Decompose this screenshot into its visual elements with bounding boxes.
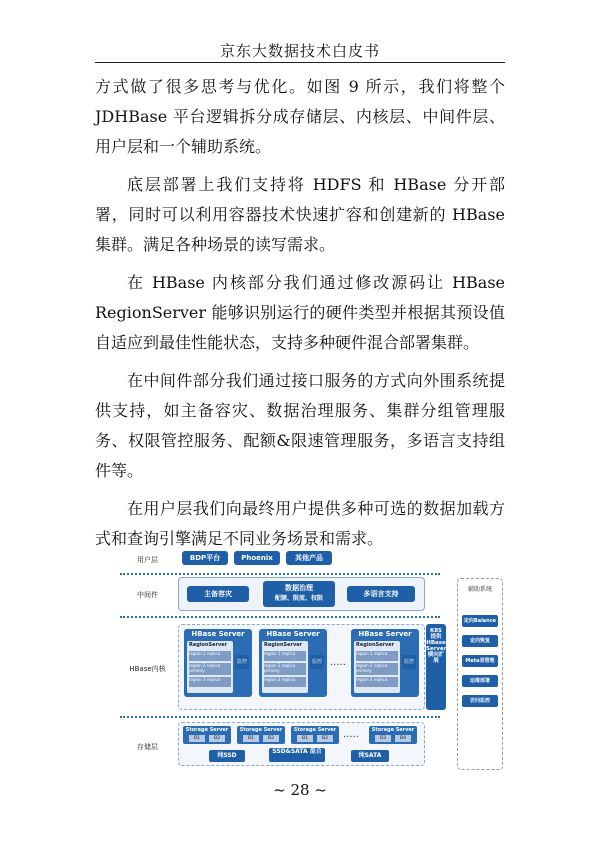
disk: B4 bbox=[395, 735, 411, 742]
aux-system-box bbox=[457, 578, 503, 770]
user-chip: Phoenix bbox=[234, 551, 280, 565]
paragraph-gap bbox=[95, 260, 505, 268]
disk: B2 bbox=[263, 735, 279, 742]
disk: B2 bbox=[209, 735, 225, 742]
storage-server bbox=[237, 726, 285, 744]
middleware-dr: 主备容灾 bbox=[187, 586, 249, 602]
governance-title: 数据治理 bbox=[285, 584, 313, 592]
storage-chip: 纯SSD bbox=[209, 750, 245, 762]
monitor-chip: 监控 bbox=[402, 655, 416, 669]
monitor-chip: 监控 bbox=[235, 655, 249, 669]
disk: B1 bbox=[189, 735, 205, 742]
paragraph: 方式做了很多思考与优化。如图 9 所示，我们将整个 JDHBase 平台逻辑拆分成存储层、内核层、中间件层、用户层和一个辅助系统。 bbox=[95, 77, 505, 156]
layer-label-kernel: HBase内核 bbox=[129, 665, 166, 673]
layer-label-storage: 存储层 bbox=[137, 743, 158, 751]
hbase-server bbox=[351, 629, 419, 697]
aux-title: 辅助系统 bbox=[467, 586, 492, 593]
paragraph-gap bbox=[95, 358, 505, 366]
region-block: region 1 replica bbox=[356, 651, 398, 661]
page-number: ~ 28 ~ bbox=[273, 781, 327, 799]
storage-server bbox=[369, 726, 417, 744]
disk: B2 bbox=[317, 735, 333, 742]
storage-server-title: Storage Server bbox=[239, 727, 283, 733]
region-block: region 2 replica primary bbox=[356, 663, 398, 675]
region-block: region 2 replica primary bbox=[189, 663, 231, 675]
architecture-diagram bbox=[120, 538, 502, 778]
storage-server-title: Storage Server bbox=[185, 727, 229, 733]
paragraph: 底层部署上我们支持将 HDFS 和 HBase 分开部署，同时可以利用容器技术快速扩容和创建新的 HBase 集群。满足各种场景的读写需求。 bbox=[95, 175, 505, 254]
region-server bbox=[262, 641, 308, 693]
disk: B1 bbox=[297, 735, 313, 742]
layer-divider bbox=[120, 616, 440, 618]
hbase-kernel-box bbox=[178, 624, 425, 710]
region-block: region 3 replica bbox=[356, 677, 398, 687]
paragraph-gap bbox=[95, 162, 505, 170]
storage-server-title: Storage Server bbox=[293, 727, 337, 733]
layer-divider bbox=[120, 716, 440, 718]
storage-server bbox=[291, 726, 339, 744]
k8s-line: HBase bbox=[426, 640, 446, 646]
k8s-line: K8S bbox=[429, 628, 443, 634]
aux-item: Meta表管理 bbox=[462, 655, 498, 667]
region-server bbox=[354, 641, 400, 693]
hbase-server-title: HBase Server bbox=[191, 630, 245, 638]
storage-chip: 纯SATA bbox=[351, 750, 389, 762]
region-block: region 3 replica bbox=[264, 677, 306, 687]
region-block: region 1 replica bbox=[264, 651, 306, 661]
hbase-server bbox=[184, 629, 252, 697]
ellipsis: ..... bbox=[343, 729, 359, 740]
k8s-box bbox=[426, 624, 446, 710]
region-block: region 3 replica bbox=[189, 677, 231, 687]
hbase-server-title: HBase Server bbox=[358, 630, 412, 638]
monitor-chip: 监控 bbox=[310, 655, 324, 669]
aux-item: 定向Balance bbox=[462, 615, 498, 627]
governance-sub: 配额、限流、权限 bbox=[274, 595, 323, 602]
disk: B3 bbox=[375, 735, 391, 742]
paragraph: 在中间件部分我们通过接口服务的方式向外围系统提供支持，如主备容灾、数据治理服务、集群分组管理服务、权限管控服务、配额&限速管理服务，多语言支持组件等。 bbox=[95, 371, 505, 480]
layer-label-middleware: 中间件 bbox=[137, 591, 158, 599]
body-text bbox=[95, 72, 505, 554]
header-rule bbox=[95, 62, 505, 63]
layer-divider bbox=[120, 573, 440, 575]
middleware-box bbox=[178, 577, 425, 611]
hbase-server-title: HBase Server bbox=[266, 630, 320, 638]
k8s-line: 横向扩展 bbox=[427, 652, 445, 664]
region-server-title: RegionServer bbox=[356, 642, 395, 648]
user-chip: 其他产品 bbox=[286, 551, 332, 565]
k8s-line: Server bbox=[426, 646, 447, 652]
paragraph: 在用户层我们向最终用户提供多种可选的数据加载方式和查询引擎满足不同业务场景和需求。 bbox=[95, 499, 505, 548]
region-block: region 2 replica primary bbox=[264, 663, 306, 675]
middleware-governance bbox=[263, 581, 335, 607]
paragraph: 在 HBase 内核部分我们通过修改源码让 HBase RegionServer 能够识别运行的硬件类型并根据其预设值自适应到最佳性能状态，支持多种硬件混合部署集群。 bbox=[95, 273, 505, 352]
region-block: region 1 replica bbox=[189, 651, 231, 661]
region-server-title: RegionServer bbox=[264, 642, 303, 648]
region-server bbox=[187, 641, 233, 693]
storage-server bbox=[183, 726, 231, 744]
aux-item: 运维部署 bbox=[462, 675, 498, 687]
running-header: 京东大数据技术白皮书 bbox=[219, 42, 380, 60]
hbase-server bbox=[259, 629, 327, 697]
region-server-title: RegionServer bbox=[189, 642, 228, 648]
user-chip: BDP平台 bbox=[182, 551, 228, 565]
paragraph-gap bbox=[95, 486, 505, 494]
storage-server-title: Storage Server bbox=[371, 727, 415, 733]
aux-item: 访问监控 bbox=[462, 695, 498, 707]
aux-item: 定向恢复 bbox=[462, 635, 498, 647]
k8s-line: 提供 bbox=[430, 634, 442, 640]
middleware-lang: 多语言支持 bbox=[347, 586, 415, 602]
ellipsis: ..... bbox=[330, 657, 346, 668]
disk: B1 bbox=[243, 735, 259, 742]
storage-chip: SSD&SATA 混合 bbox=[269, 748, 325, 762]
layer-label-user: 用户层 bbox=[137, 556, 158, 564]
storage-box bbox=[178, 722, 425, 766]
